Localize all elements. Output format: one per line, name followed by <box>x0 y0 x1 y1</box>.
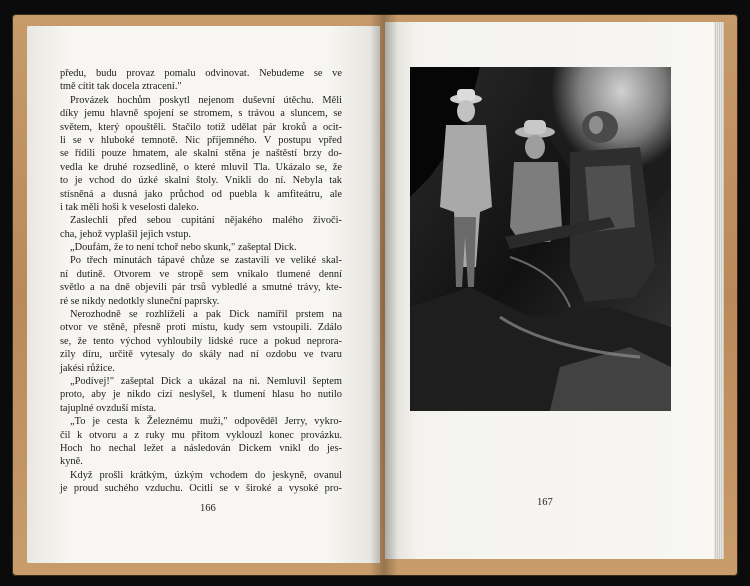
text-line: je proud suchého vzduchu. Ocitli se v široké a vysoké pro- <box>60 483 342 495</box>
text-line: Nerozhodně se rozhlíželi a pak Dick namířil prstem na <box>70 309 342 321</box>
text-line: čil k otvoru a z ruky mu přitom vyklouzl konec provázku. <box>60 429 342 441</box>
text-line: kyně. <box>60 456 83 468</box>
left-page-text <box>60 67 342 496</box>
illustration-drawing <box>410 67 671 411</box>
page-edges <box>714 22 724 559</box>
text-line: „Podívej!" zašeptal Dick a ukázal na ni. Nemluvil šeptem <box>70 375 342 387</box>
text-line: Po třech minutách tápavé chůze se zastavili ve veliké skal- <box>70 255 342 267</box>
text-line: se řídili pouze hmatem, ale skalní stěna je naštěstí brzy do- <box>60 148 342 160</box>
cave-illustration <box>410 67 671 411</box>
text-line: Když prošli krátkým, úzkým vchodem do jeskyně, ovanul <box>70 469 342 481</box>
spine-shadow <box>370 14 398 576</box>
text-line: Zaslechli před sebou cupitání nějakého malého živoči- <box>70 215 342 227</box>
text-line: i tak měli hoši k veselosti daleko. <box>60 201 199 213</box>
text-line: cha, jehož vyplašil jejich vstup. <box>60 228 192 240</box>
text-line: to je vchod do úzké skalní štoly. Vnikli do ní. Nebyla tak <box>60 175 342 187</box>
text-line: světem, který opouštěli. Stačilo totiž udělat pár kroků a ocit- <box>60 121 342 133</box>
page-number-left: 166 <box>200 503 216 514</box>
text-line: ní dutině. Otvorem ve stropě sem vnikalo tlumené denní <box>60 268 342 280</box>
text-line: zily díru, určitě vytesaly do skály nad ní ozdobu ve tvaru <box>60 349 342 361</box>
text-line: proto, aby je nikdo cizí neslyšel, k tlumení hlasu ho nutilo <box>60 389 342 401</box>
page-number-right: 167 <box>537 497 553 508</box>
text-line: „Doufám, že to není tchoř nebo skunk," zašeptal Dick. <box>70 242 297 254</box>
text-line: „To je cesta k Železnému muži," odpověděl Jerry, vykro- <box>70 416 342 428</box>
text-line: tmě cítit tak docela ztracení." <box>60 81 182 93</box>
text-line: Provázek hochům poskytl nejenom duševní útěchu. Měli <box>70 94 342 106</box>
text-line: stísněná a dusná jako průchod od pueblа k amfiteátru, ale <box>60 188 342 200</box>
text-line: jakési růžice. <box>60 362 115 374</box>
text-line: vedla ke druhé rozsedlině, o které mluvil Tla. Ukázalo se, že <box>60 161 342 173</box>
text-line: se, že tento východ vyhloubily lidské ruce a pokud neprora- <box>60 335 342 347</box>
text-line: světlo a na dně objevili pár trsů vybledlé a smutné trávy, kte- <box>60 282 342 294</box>
text-line: Hoch ho nechal ležet a následován Dickem vnikl do jes- <box>60 442 342 454</box>
text-line: předu, budu provaz pomalu odvinovat. Nebudeme se ve <box>60 68 342 79</box>
text-line: otvor ve stěně, přesně proti místu, kudy sem vstoupili. Zdálo <box>60 322 342 334</box>
text-line: ré se nikdy nedotkly sluneční paprsky. <box>60 295 220 307</box>
text-line: díky jemu hlavně spojení se stromem, s trávou a sluncem, se <box>60 108 342 120</box>
text-line: tajuplné ovzduší místa. <box>60 402 157 414</box>
text-line: li se v hluboké temnotě. Nic příjemného. V postupu vpřed <box>60 134 342 146</box>
